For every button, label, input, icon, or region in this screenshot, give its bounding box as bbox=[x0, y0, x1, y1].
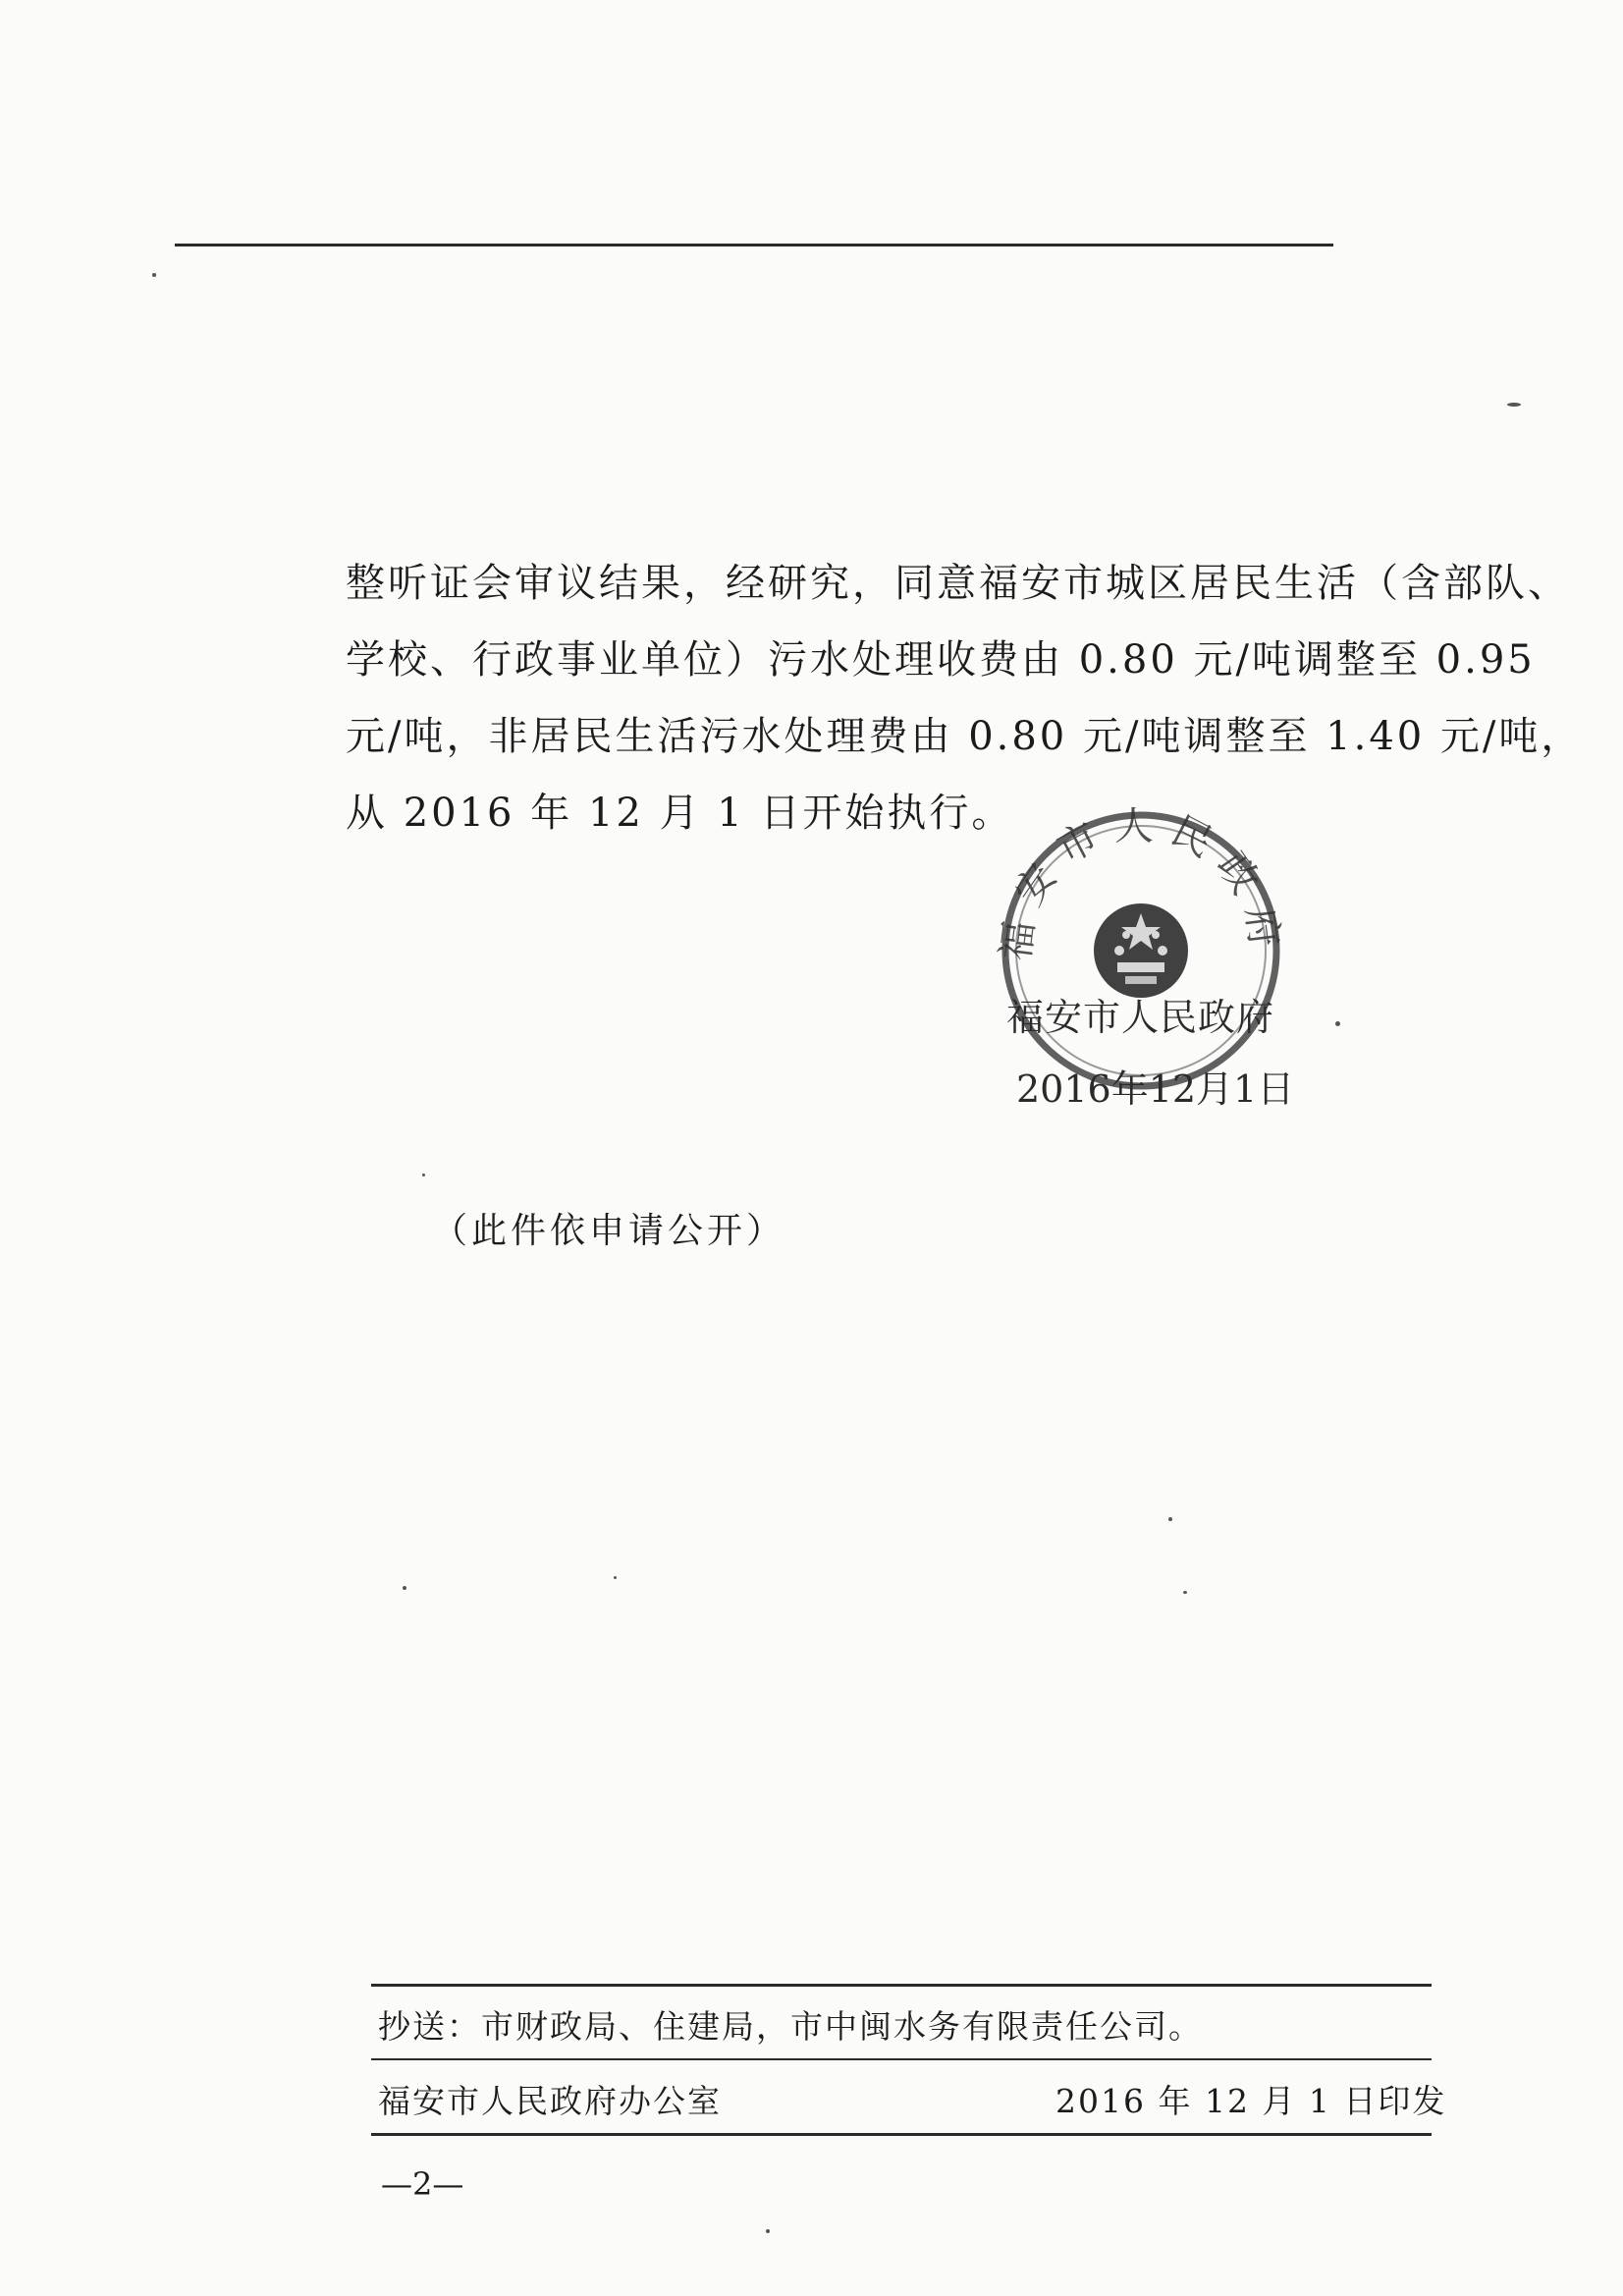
signing-date: 2016年12月1日 bbox=[1016, 1067, 1295, 1111]
scan-speck bbox=[766, 2229, 770, 2233]
scan-speck bbox=[1183, 1591, 1187, 1594]
body-line: 从 2016 年 12 月 1 日开始执行。 bbox=[346, 791, 1014, 836]
seal-text: 福安市人民政府 bbox=[994, 803, 1288, 963]
issuing-office: 福安市人民政府办公室 bbox=[378, 2082, 722, 2120]
signing-organization: 福安市人民政府 bbox=[1006, 996, 1275, 1039]
national-emblem-icon bbox=[1094, 903, 1188, 998]
scan-speck bbox=[614, 1576, 617, 1579]
footer-rule-middle bbox=[371, 2058, 1432, 2060]
official-seal bbox=[994, 803, 1288, 1098]
scan-speck bbox=[152, 273, 156, 277]
footer-rule-top bbox=[371, 1984, 1432, 1987]
scan-speck bbox=[1168, 1517, 1172, 1521]
cc-line: 抄送：市财政局、住建局，市中闽水务有限责任公司。 bbox=[378, 2007, 1203, 2046]
page-number: —2— bbox=[381, 2165, 464, 2203]
issue-date: 2016 年 12 月 1 日印发 bbox=[1055, 2082, 1447, 2120]
scan-speck bbox=[1507, 403, 1521, 407]
scan-speck bbox=[422, 1174, 425, 1176]
scan-speck bbox=[403, 1586, 406, 1590]
scan-speck bbox=[1335, 1021, 1340, 1026]
body-line: 元/吨，非居民生活污水处理费由 0.80 元/吨调整至 1.40 元/吨， bbox=[346, 714, 1584, 759]
body-line: 整听证会审议结果，经研究，同意福安市城区居民生活（含部队、 bbox=[346, 561, 1570, 606]
body-line: 学校、行政事业单位）污水处理收费由 0.80 元/吨调整至 0.95 bbox=[346, 637, 1536, 683]
footer-rule-bottom bbox=[371, 2133, 1432, 2136]
header-rule bbox=[175, 244, 1333, 246]
disclosure-note: （此件依申请公开） bbox=[432, 1211, 786, 1251]
